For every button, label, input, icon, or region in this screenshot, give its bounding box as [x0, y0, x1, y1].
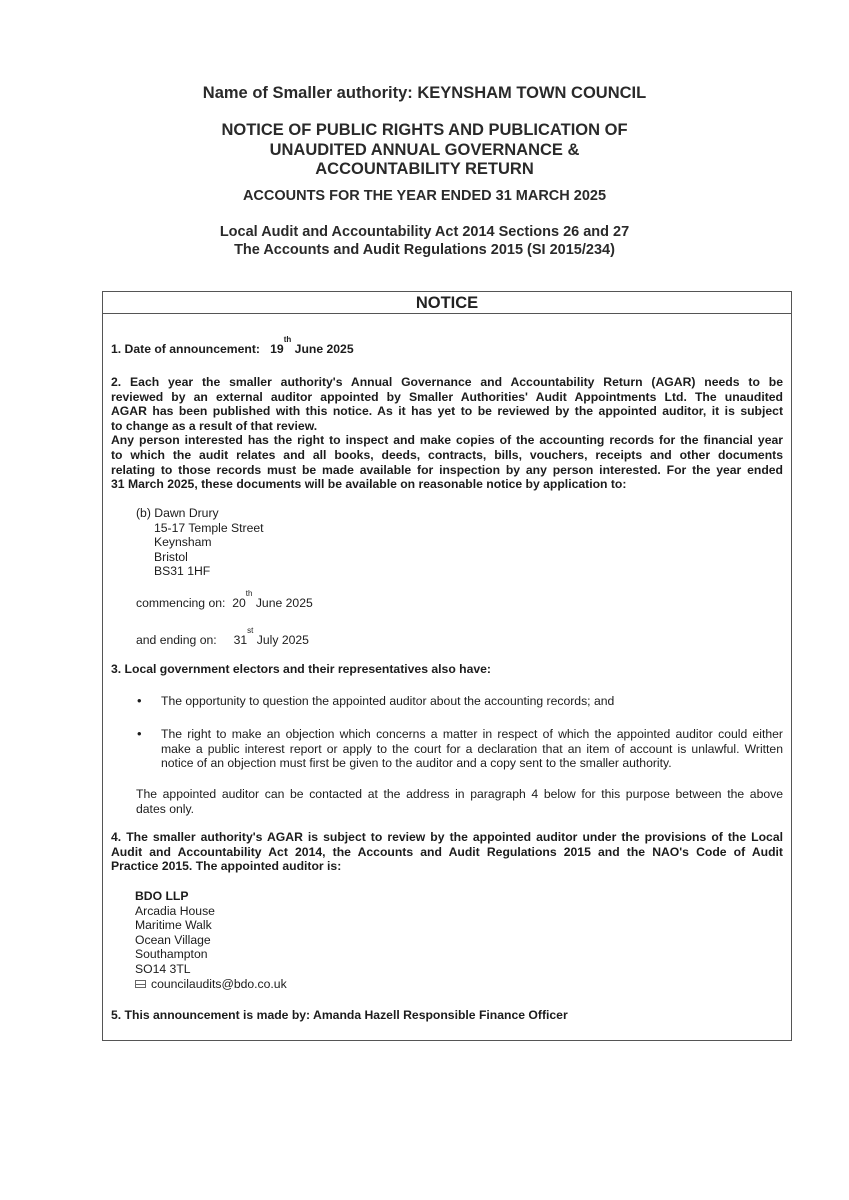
bullet-objection-line: The right to make an objection which concerns a matter in respect of which the appointed auditor could either	[161, 727, 783, 741]
paragraph-5: 5. This announcement is made by: Amanda Hazell Responsible Finance Officer	[111, 1008, 568, 1022]
paragraph-2-line: relating to those records must be made available for inspection by any person interested. For the year ended	[111, 462, 783, 477]
notice-title-line: NOTICE OF PUBLIC RIGHTS AND PUBLICATION OF	[221, 121, 628, 139]
legislation-references	[0, 223, 849, 259]
announcement-date-label: 1. Date of announcement:	[111, 342, 260, 356]
auditor-email[interactable]: councilaudits@bdo.co.uk	[151, 976, 287, 991]
auditor-address	[135, 889, 287, 991]
auditor-address-line: SO14 3TL	[135, 961, 191, 976]
commencing-label: commencing on:	[136, 596, 226, 610]
contact-address	[136, 506, 264, 579]
paragraph-3-heading: 3. Local government electors and their representatives also have:	[111, 662, 491, 676]
bullet-objection-line: notice of an objection must first be given to the auditor and a copy sent to the smaller authority.	[161, 756, 672, 771]
bullet-icon: •	[137, 726, 142, 741]
address-line: Bristol	[154, 549, 188, 564]
paragraph-4-line: 4. The smaller authority's AGAR is subject to review by the appointed auditor under the provisions of the Local	[111, 830, 783, 844]
paragraph-2-line: Any person interested has the right to inspect and make copies of the accounting records for the financial year	[111, 433, 783, 448]
paragraph-2-line: 31 March 2025, these documents will be available on reasonable notice by application to:	[111, 477, 627, 492]
bullet-icon: •	[137, 693, 142, 708]
auditor-contact-note	[136, 787, 783, 816]
paragraph-4-line: Audit and Accountability Act 2014, the Accounts and Audit Regulations 2015 and the NAO's Code of Audit	[111, 844, 783, 859]
ending-date	[136, 626, 309, 648]
commencing-date	[136, 589, 313, 611]
paragraph-4-line: Practice 2015. The appointed auditor is:	[111, 859, 342, 874]
paragraph-4	[111, 830, 783, 874]
auditor-address-line: Maritime Walk	[135, 918, 212, 933]
paragraph-2-line: to which the audit relates and all books, deeds, contracts, bills, vouchers, receipts and other documents	[111, 447, 783, 462]
ending-label: and ending on:	[136, 633, 217, 647]
paragraph-2-line: reviewed by an external auditor appointed by Smaller Authorities' Audit Appointments Ltd. The unaudited	[111, 389, 783, 404]
auditor-contact-note-line: The appointed auditor can be contacted at the address in paragraph 4 below for this purpose between the above	[136, 787, 783, 801]
announcement-date	[111, 335, 354, 357]
paragraph-2-line: AGAR has been published with this notice. As it has yet to be reviewed by the appointed auditor, it is subject	[111, 404, 783, 419]
commencing-month: June 2025	[252, 596, 313, 610]
ending-suffix: st	[247, 626, 254, 635]
auditor-address-line: Southampton	[135, 947, 208, 962]
auditor-contact-note-line: dates only.	[136, 801, 195, 816]
address-line: BS31 1HF	[154, 564, 211, 579]
auditor-address-line: Ocean Village	[135, 932, 211, 947]
accounts-year: ACCOUNTS FOR THE YEAR ENDED 31 MARCH 2025	[242, 188, 607, 204]
bullet-objection	[161, 727, 783, 771]
ending-day: 31	[233, 633, 248, 647]
notice-heading: NOTICE	[103, 292, 791, 314]
notice-title-line: UNAUDITED ANNUAL GOVERNANCE &	[269, 140, 580, 159]
envelope-icon	[135, 980, 146, 988]
legislation-line: Local Audit and Accountability Act 2014 Sections 26 and 27	[219, 224, 630, 240]
address-line: 15-17 Temple Street	[154, 520, 264, 535]
legislation-line: The Accounts and Audit Regulations 2015 (SI 2015/234)	[234, 242, 615, 258]
commencing-day: 20	[232, 596, 246, 610]
notice-title	[0, 121, 849, 180]
paragraph-2-line: 2. Each year the smaller authority's Annual Governance and Accountability Return (AGAR) needs to be	[111, 375, 783, 389]
commencing-suffix: th	[245, 589, 253, 598]
paragraph-2	[111, 375, 783, 492]
auditor-address-line: Arcadia House	[135, 903, 215, 918]
announcement-date-month: June 2025	[291, 342, 354, 356]
auditor-email-row	[135, 977, 287, 992]
announcement-date-day: 19	[270, 342, 284, 356]
announcement-date-suffix: th	[283, 335, 292, 344]
contact-name: (b) Dawn Drury	[136, 506, 219, 520]
bullet-question-auditor: The opportunity to question the appointed auditor about the accounting records; and	[161, 694, 615, 708]
authority-name: Name of Smaller authority: KEYNSHAM TOWN COUNCIL	[202, 84, 647, 102]
ending-month: July 2025	[253, 633, 309, 647]
address-line: Keynsham	[154, 535, 212, 550]
auditor-name: BDO LLP	[135, 889, 189, 903]
paragraph-2-line: to change as a result of that review.	[111, 418, 318, 433]
notice-title-line: ACCOUNTABILITY RETURN	[315, 160, 534, 178]
bullet-objection-line: make a public interest report or apply to the court for a declaration that an item of account is unlawful. Written	[161, 741, 783, 756]
